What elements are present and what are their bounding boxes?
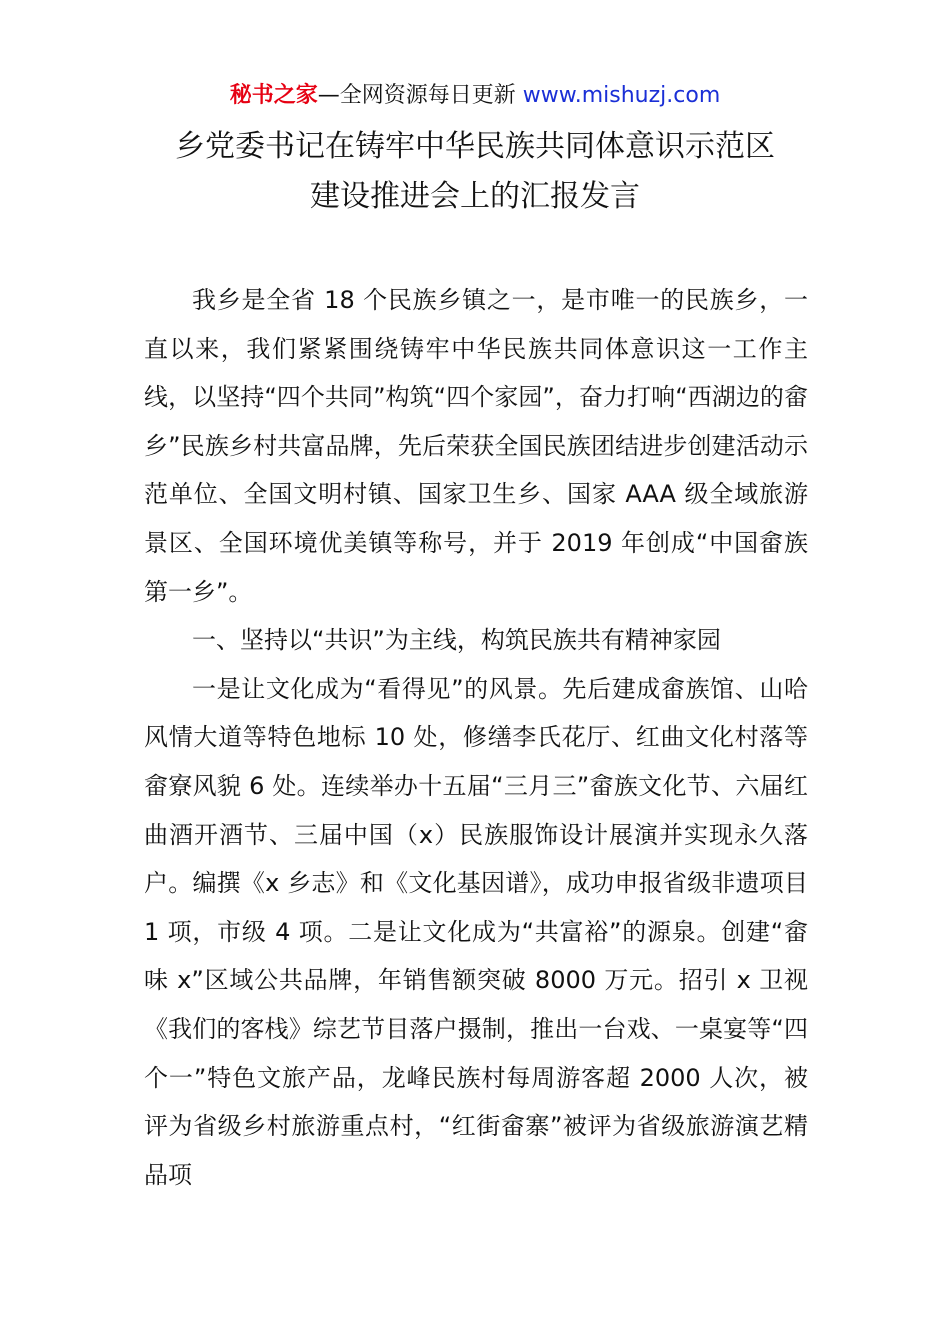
document-body [144, 276, 808, 1199]
site-brand: 秘书之家 [229, 83, 318, 108]
title-line-2: 建设推进会上的汇报发言 [310, 179, 640, 214]
paragraph-intro: 我乡是全省 18 个民族乡镇之一，是市唯一的民族乡，一直以来，我们紧紧围绕铸牢中华民族共同体意识这一工作主线，以坚持“四个共同”构筑“四个家园”，奋力打响“西湖边的畲乡”民族乡村共富品牌，先后荣获全国民族团结进步创建活动示范单位、全国文明村镇、国家卫生乡、国家 AAA 级全域旅游景区、全国环境优美镇等称号，并于 2019 年创成“中国畲族第一乡”。 [144, 286, 808, 606]
site-tagline: —全网资源每日更新 [317, 83, 523, 108]
title-line-1: 乡党委书记在铸牢中华民族共同体意识示范区 [175, 129, 775, 164]
document-title [0, 122, 950, 222]
site-header [0, 80, 950, 112]
paragraph-culture: 一是让文化成为“看得见”的风景。先后建成畲族馆、山哈风情大道等特色地标 10 处，修缮李氏花厅、红曲文化村落等畲寮风貌 6 处。连续举办十五届“三月三”畲族文化节、六届红曲酒开酒节、三届中国（x）民族服饰设计展演并实现永久落户。编撰《x 乡志》和《文化基因谱》，成功申报省级非遗项目 1 项，市级 4 项。二是让文化成为“共富裕”的源泉。创建“畲味 x”区域公共品牌，年销售额突破 8000 万元。招引 x 卫视《我们的客栈》综艺节目落户摄制，推出一台戏、一桌宴等“四个一”特色文旅产品，龙峰民族村每周游客超 2000 人次，被评为省级乡村旅游重点村，“红街畲寨”被评为省级旅游演艺精品项 [144, 674, 808, 1189]
section-heading-1: 一、坚持以“共识”为主线，构筑民族共有精神家园 [192, 626, 721, 655]
site-url-link[interactable]: www.mishuzj.com [522, 83, 721, 108]
